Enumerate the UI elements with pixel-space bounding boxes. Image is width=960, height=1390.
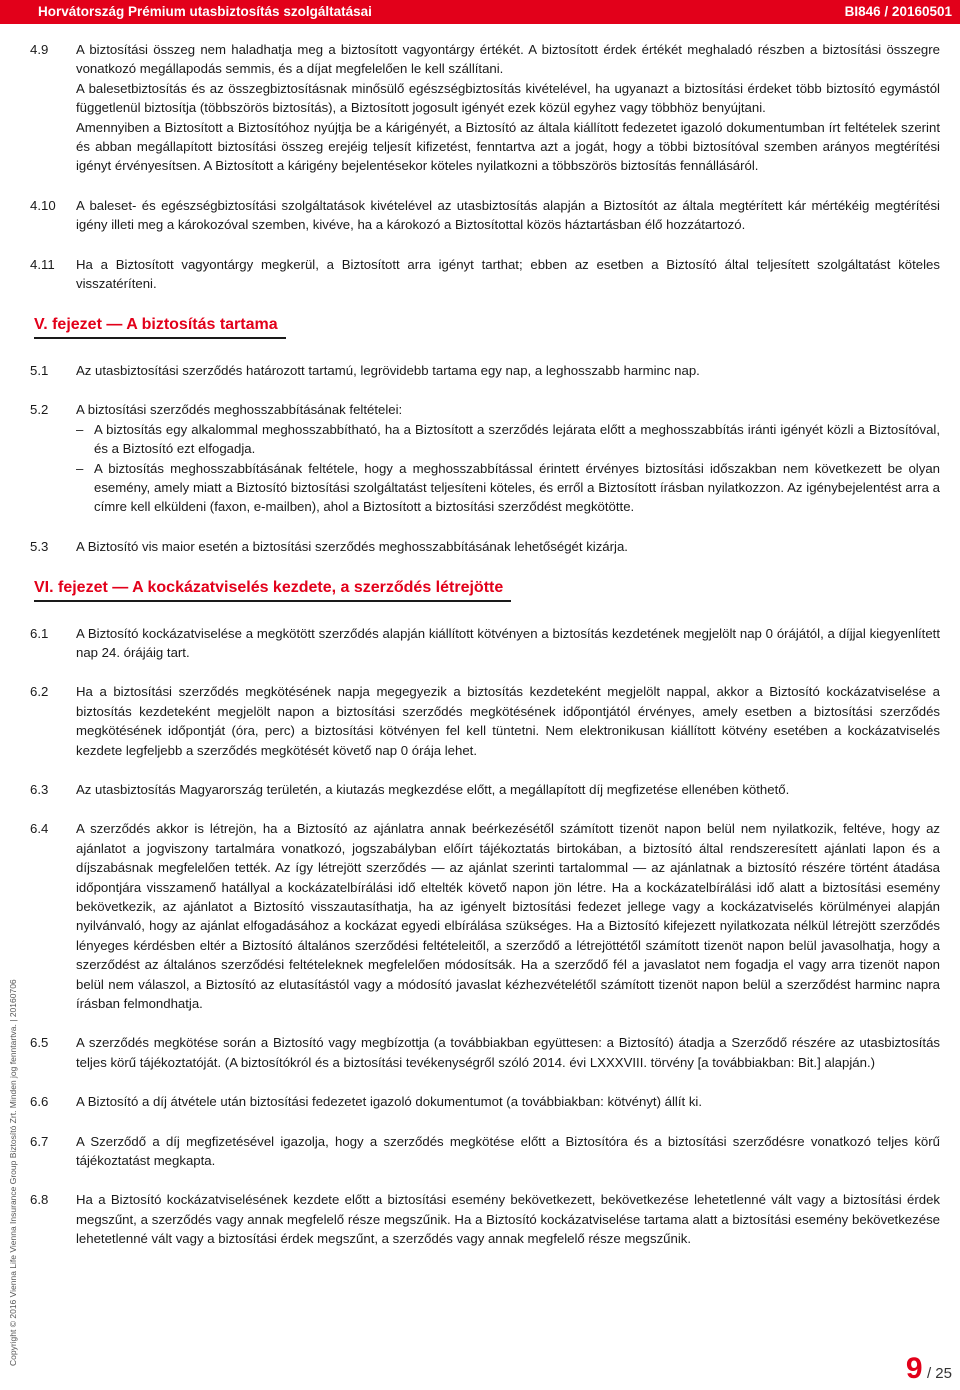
section-number: 6.6 xyxy=(30,1094,49,1110)
chapter-6-heading xyxy=(30,578,940,601)
header-bar xyxy=(0,0,960,24)
section-6-1 xyxy=(30,624,940,663)
sidebar-copyright: Copyright © 2016 Vienna Life Vienna Insurance Group Biztosító Zrt. Minden jog fenntartva. | 20160706 xyxy=(8,979,18,1366)
page-number xyxy=(906,1352,952,1386)
paragraph: A biztosítási összeg nem haladhatja meg a biztosított vagyontárgy értékét. A biztosított érdek értékét meghaladó részben a biztosítási összegre vonatkozó megállapodás semmis, és a díjat megfelelően le kell szállítani. xyxy=(76,42,940,77)
dash-bullet: – xyxy=(76,460,84,476)
section-number: 4.10 xyxy=(30,197,56,213)
paragraph: A szerződés megkötése során a Biztosító vagy megbízottja (a továbbiakban együttesen: a Biztosító) átadja a Szerződő részére az utasbiztosítás teljes körű tájékoztatóját. (A biztosítókról és a biztosítási tevékenységről szóló 2014. évi LXXXVIII. törvény [a továbbiakban: Bit.] alapján.) xyxy=(76,1035,940,1070)
section-5-2 xyxy=(30,400,940,516)
paragraph: Az utasbiztosítás Magyarország területén, a kiutazás megkezdése előtt, a megállapított díj megfizetése ellenében köthető. xyxy=(76,781,790,797)
section-number: 6.2 xyxy=(30,684,49,700)
section-number: 6.4 xyxy=(30,821,49,837)
section-number: 5.2 xyxy=(30,402,49,418)
chapter-title: V. fejezet — A biztosítás tartama xyxy=(34,315,286,338)
paragraph: A balesetbiztosítás és az összegbiztosításnak minősülő egészségbiztosítás kivételével, ha ugyanazt a biztosítási érdeket több biztosító egymástól függetlenül biztosítja (többszörös biztosítás), a Biztosított jogosult igényét ezek közül egyhez vagy többhöz benyújtani. xyxy=(76,80,940,116)
dash-item xyxy=(76,459,940,517)
section-number: 6.7 xyxy=(30,1133,49,1149)
section-5-3 xyxy=(30,537,940,556)
section-6-4 xyxy=(30,819,940,1013)
page-current: 9 xyxy=(905,1352,923,1385)
section-number: 5.3 xyxy=(30,538,49,554)
paragraph: A baleset- és egészségbiztosítási szolgáltatások kivételével az utasbiztosítás alapján a Biztosítót az általa megtérített kár mértékéig megtérítési igény illeti meg a károkozóval szemben, kivéve, ha a károkozó a Biztosítottal közös háztartásban élő hozzátartozó. xyxy=(76,197,940,233)
document-body xyxy=(30,40,940,1269)
paragraph: A Biztosító a díj átvétele után biztosítási fedezetet igazoló dokumentumot (a továbbiakban: kötvényt) állít ki. xyxy=(76,1094,703,1110)
section-number: 6.3 xyxy=(30,781,49,797)
paragraph: A biztosítási szerződés meghosszabbításának feltételei: xyxy=(76,402,403,418)
section-number: 4.11 xyxy=(30,256,55,272)
section-number: 6.8 xyxy=(30,1192,49,1208)
paragraph: Ha a Biztosító kockázatviselésének kezdete előtt a biztosítási esemény bekövetkezett, bekövetkezése lehetetlenné vált vagy a biztosítási érdek megszűnt, a szerződés vagy annak megfelelő része megszűnik. Ha a Biztosító kockázatviselése tartama alatt a biztosítási esemény bekövetkezése lehetetlenné vált vagy a biztosítási érdek megszűnt, a szerződés vagy annak megfelelő része megszűnik. xyxy=(76,1192,940,1247)
section-6-8 xyxy=(30,1190,940,1248)
dash-item xyxy=(76,420,940,459)
header-title: Horvátország Prémium utasbiztosítás szolgáltatásai xyxy=(38,4,372,19)
section-6-3 xyxy=(30,780,940,799)
paragraph: Ha a Biztosított vagyontárgy megkerül, a Biztosított arra igényt tarthat; ebben az esetben a Biztosító által teljesített szolgáltatást köteles visszatéríteni. xyxy=(76,256,940,292)
section-6-7 xyxy=(30,1132,940,1171)
paragraph: A Biztosító kockázatviselése a megkötött szerződés alapján kiállított kötvényen a biztosítás kezdetének megjelölt nap 0 órájától, a díjjal kiegyenlített nap 24. órájáig tart. xyxy=(76,625,940,660)
dash-bullet: – xyxy=(76,421,84,437)
section-6-6 xyxy=(30,1092,940,1111)
paragraph: Ha a biztosítási szerződés megkötésének napja megegyezik a biztosítás kezdeteként megjelölt nappal, akkor a Biztosító kockázatviselése a biztosítás kezdeteként megjelölt napon a biztosítási szerződés megkötésének időpontjától érvényes, amely esetben a biztosítási szerződés megkötésének időpontját (óra, perc) a biztosítási kötvényen fel kell tüntetni. Nem elektronikusan kiállított kötvény esetében a kockázatviselés kezdete legfeljebb a szerződés megkötését követő nap 0 órája lehet. xyxy=(76,684,940,758)
paragraph: A Biztosító vis maior esetén a biztosítási szerződés meghosszabbításának lehetőségét kizárja. xyxy=(76,538,628,554)
section-4-11 xyxy=(30,255,940,294)
section-number: 6.5 xyxy=(30,1035,49,1051)
paragraph: Az utasbiztosítási szerződés határozott tartamú, legrövidebb tartama egy nap, a leghosszabb harminc nap. xyxy=(76,362,700,378)
section-6-5 xyxy=(30,1033,940,1072)
chapter-5-heading xyxy=(30,315,940,338)
paragraph: A biztosítás egy alkalommal meghosszabbítható, ha a Biztosított a szerződés lejárata előtt a meghosszabbítás iránti igényét közli a Biztosítóval, és a Biztosító ezt elfogadja. xyxy=(94,421,940,457)
section-4-9 xyxy=(30,40,940,176)
section-6-2 xyxy=(30,682,940,760)
paragraph: A Szerződő a díj megfizetésével igazolja, hogy a szerződés megkötése előtt a Biztosítóra és a biztosítási szerződésre vonatkozó teljes körű tájékoztatást megkapta. xyxy=(76,1133,940,1169)
section-number: 6.1 xyxy=(30,625,49,641)
paragraph: Amennyiben a Biztosított a Biztosítóhoz nyújtja be a kárigényét, a Biztosító az általa kiállított fedezetet igazoló dokumentumban írt feltételek szerint és abban megállapított biztosítási összeg erejéig teljesít kifizetést, fenntartva azt a jogát, hogy a többi biztosítóval szemben arányos megtérítési igényt érvényesítsen. A Biztosított a kárigény bejelentésekor köteles nyilatkozni a többszörös biztosítás fennállásáról. xyxy=(76,119,940,174)
page-total: / 25 xyxy=(926,1365,952,1382)
header-code: BI846 / 20160501 xyxy=(844,4,952,19)
paragraph: A biztosítás meghosszabbításának feltétele, hogy a meghosszabbítással érintett érvényes biztosítási időszakban nem következett be olyan esemény, amely miatt a Biztosító biztosítási szolgáltatást teljesíteni köteles, és erről a Biztosított írásban nyilatkozzon. Az igénybejelentést arra a címre kell elküldeni (faxon, e-mailben), ahol a Biztosított a biztosítási szerződést megkötötte. xyxy=(94,460,940,515)
paragraph: A szerződés akkor is létrejön, ha a Biztosító az ajánlatra annak beérkezésétől számított tizenöt napon belül nem nyilatkozik, feltéve, hogy az ajánlatot a jogviszony tartalmára vonatkozó, jogszabályban előírt tájékoztatás birtokában, a biztosító által rendszeresített ajánlati lapon és a díjszabásnak megfelelően tették. Az így létrejött szerződés — az ajánlat szerinti tartalommal — az ajánlatnak a biztosító részére történt átadása időpontjára visszamenő hatállyal a kockázatelbírálási idő eltelték követő napon jön létre. Ha a kockázatelbírálási idő alatt a biztosítási esemény bekövetkezik, az ajánlatot a Biztosító visszautasíthatja, ha az igényelt biztosítási fedezet jellege vagy a kockázatviselés körülményei alapján nyilvánvaló, hogy az ajánlat elfogadásához a kockázat egyedi elbírálása szükséges. Ha a Biztosító kifejezett nyilatkozata nélkül létrejött szerződés lényeges kérdésben eltér a Biztosító általános szerződési feltételeitől, a szerződő a létrejöttétől számított tizenöt napon belül javasolhatja, hogy a szerződést az általános szerződési feltételeknek megfelelően módosítsák. Ha a szerződő fél a javaslatot nem fogadja el vagy arra tizenöt napon belül nem válaszol, a Biztosító az elutasítástól vagy a módosító javaslat kézhezvételétől számított tizenöt napon belül a szerződést harminc napra írásban felmondhatja. xyxy=(76,821,940,1012)
section-number: 5.1 xyxy=(30,362,49,378)
section-number: 4.9 xyxy=(30,42,49,57)
section-5-1 xyxy=(30,361,940,380)
chapter-title: VI. fejezet — A kockázatviselés kezdete, a szerződés létrejötte xyxy=(34,578,511,601)
section-4-10 xyxy=(30,196,940,235)
